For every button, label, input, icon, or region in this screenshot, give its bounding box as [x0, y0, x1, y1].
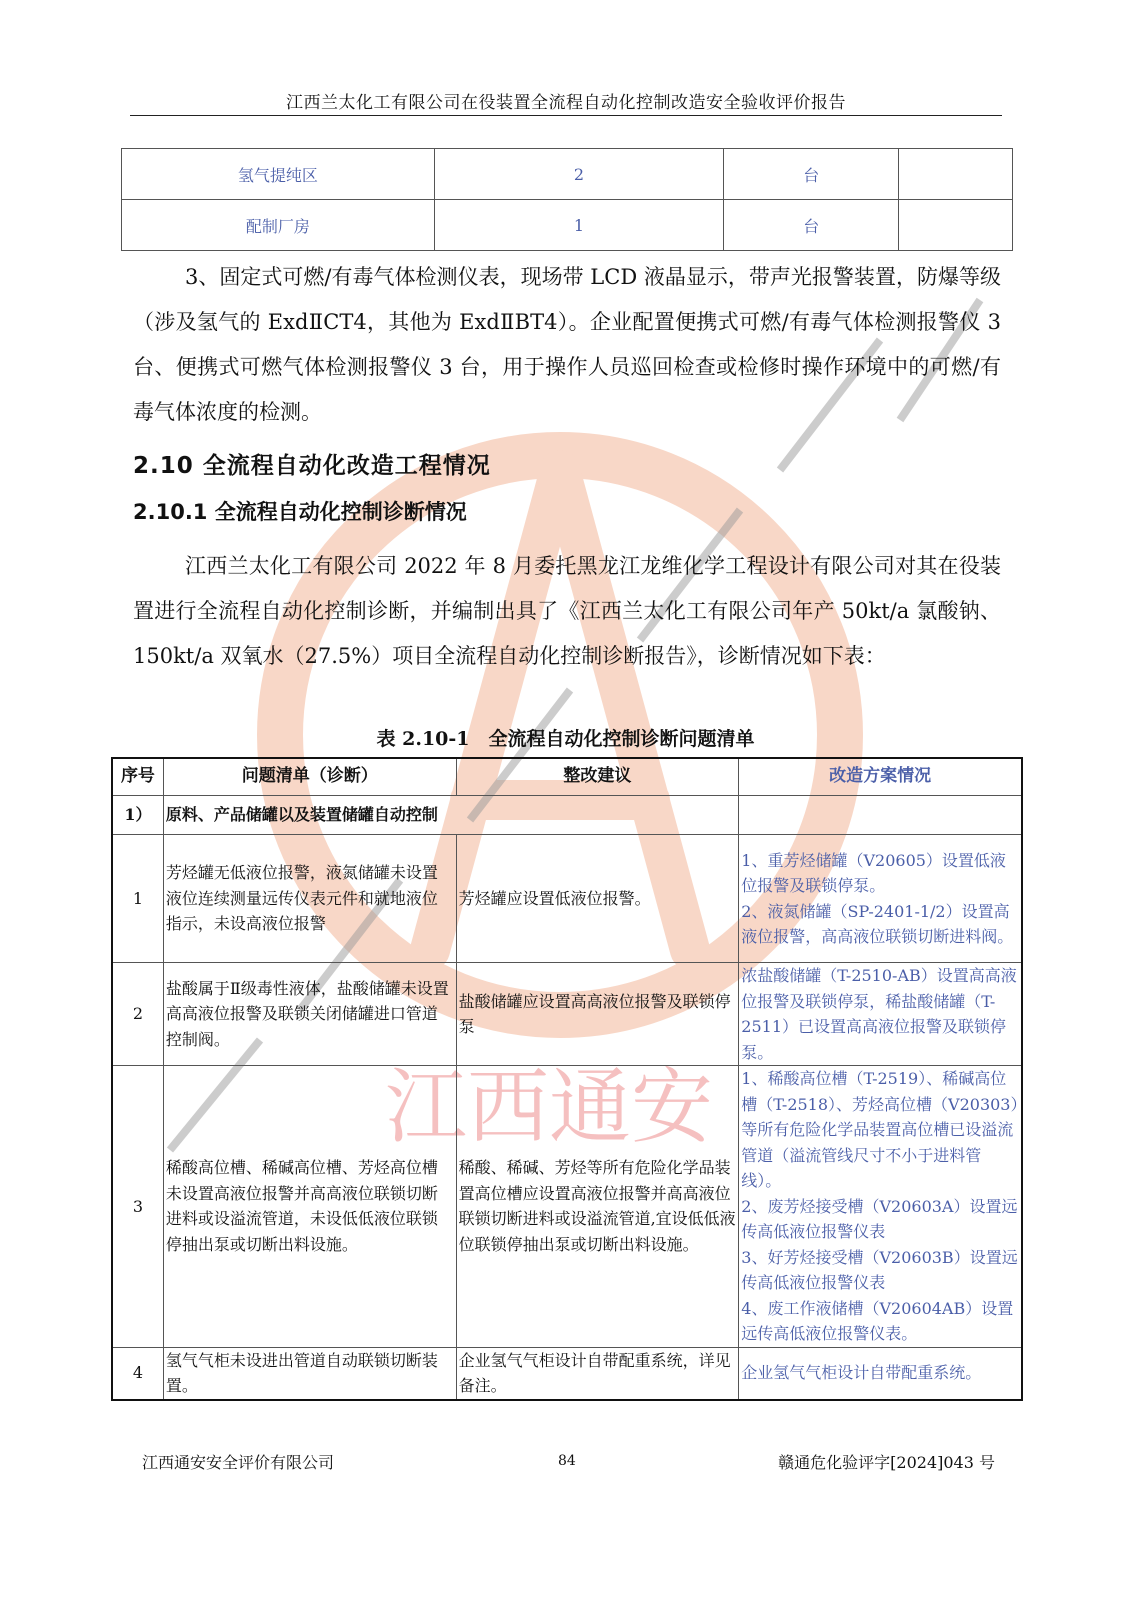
unit-cell: 台	[724, 200, 899, 251]
table-row	[122, 149, 1013, 200]
row-plan: 1、稀酸高位槽（T-2519）、稀碱高位槽（T-2518）、芳烃高位槽（V20303）等所有危险化学品装置高位槽已设溢流管道（溢流管线尺寸不小于进料管线）。 2、废芳烃接受槽（V20603A）设置远传高低液位报警仪表 3、好芳烃接受槽（V20603B）设置远传高低液位报警仪表 4、废工作液储槽（V20604AB）设置远传高低液位报警仪表。	[739, 1066, 1022, 1348]
area-cell: 氢气提纯区	[122, 149, 435, 200]
table-row	[112, 1347, 1022, 1400]
row-no: 3	[112, 1066, 163, 1348]
row-plan: 浓盐酸储罐（T-2510-AB）设置高高液位报警及联锁停泵，稀盐酸储罐（T-2511）已设置高高液位报警及联锁停泵。	[739, 963, 1022, 1066]
section-empty	[739, 796, 1022, 835]
section-title: 原料、产品储罐以及装置储罐自动控制	[163, 796, 738, 835]
area-cell: 配制厂房	[122, 200, 435, 251]
row-no: 4	[112, 1347, 163, 1400]
unit-cell: 台	[724, 149, 899, 200]
section-no: 1）	[112, 796, 163, 835]
table-row	[112, 1066, 1022, 1348]
row-issue: 氢气气柜未设进出管道自动联锁切断装置。	[163, 1347, 456, 1400]
header-issue: 问题清单（诊断）	[163, 758, 456, 796]
row-suggestion: 芳烃罐应设置低液位报警。	[456, 835, 739, 963]
table-section-row	[112, 796, 1022, 835]
row-plan: 1、重芳烃储罐（V20605）设置低液位报警及联锁停泵。 2、液氮储罐（SP-2401-1/2）设置高液位报警，高高液位联锁切断进料阀。	[739, 835, 1022, 963]
page-number: 84	[558, 1453, 576, 1469]
header-no: 序号	[112, 758, 163, 796]
document-number: 赣通危化验评字[2024]043 号	[778, 1453, 995, 1472]
header-plan: 改造方案情况	[739, 758, 1022, 796]
row-issue: 稀酸高位槽、稀碱高位槽、芳烃高位槽未设置高液位报警并高高液位联锁切断进料或设溢流管道，未设低低液位联锁停抽出泵或切断出料设施。	[163, 1066, 456, 1348]
subsection-heading: 2.10.1 全流程自动化控制诊断情况	[133, 500, 467, 524]
table-caption: 表 2.10-1 全流程自动化控制诊断问题清单	[376, 728, 755, 750]
row-issue: 芳烃罐无低液位报警，液氮储罐未设置液位连续测量远传仪表元件和就地液位指示，未设高液位报警	[163, 835, 456, 963]
table-header-row	[112, 758, 1022, 796]
count-cell: 2	[434, 149, 724, 200]
paragraph-gas-detectors: 3、固定式可燃/有毒气体检测仪表，现场带 LCD 液晶显示，带声光报警装置，防爆等级（涉及氢气的 ExdⅡCT4，其他为 ExdⅡBT4）。企业配置便携式可燃/有毒气体检测报警仪 3 台、便携式可燃气体检测报警仪 3 台，用于操作人员巡回检查或检修时操作环境中的可燃/有毒气体浓度的检测。	[133, 265, 1001, 424]
paragraph-diagnosis: 江西兰太化工有限公司 2022 年 8 月委托黑龙江龙维化学工程设计有限公司对其在役装置进行全流程自动化控制诊断，并编制出具了《江西兰太化工有限公司年产 50kt/a 氯酸钠、150kt/a 双氧水（27.5%）项目全流程自动化控制诊断报告》，诊断情况如下表：	[133, 554, 1002, 668]
row-suggestion: 稀酸、稀碱、芳烃等所有危险化学品装置高位槽应设置高液位报警并高高液位联锁切断进料或设溢流管道,宜设低低液位联锁停抽出泵或切断出料设施。	[456, 1066, 739, 1348]
section-heading: 2.10 全流程自动化改造工程情况	[133, 453, 491, 479]
row-issue: 盐酸属于Ⅱ级毒性液体，盐酸储罐未设置高高液位报警及联锁关闭储罐进口管道控制阀。	[163, 963, 456, 1066]
note-cell	[899, 149, 1013, 200]
table-row	[112, 963, 1022, 1066]
row-suggestion: 盐酸储罐应设置高高液位报警及联锁停泵	[456, 963, 739, 1066]
page-header: 江西兰太化工有限公司在役装置全流程自动化控制改造安全验收评价报告	[286, 93, 846, 113]
table-row	[122, 200, 1013, 251]
row-plan: 企业氢气气柜设计自带配重系统。	[739, 1347, 1022, 1400]
equipment-table	[121, 148, 1013, 251]
diagnosis-table	[111, 757, 1023, 1401]
row-no: 1	[112, 835, 163, 963]
table-row	[112, 835, 1022, 963]
header-divider	[130, 115, 1002, 116]
header-suggestion: 整改建议	[456, 758, 739, 796]
row-suggestion: 企业氢气气柜设计自带配重系统，详见备注。	[456, 1347, 739, 1400]
row-no: 2	[112, 963, 163, 1066]
footer-company: 江西通安安全评价有限公司	[142, 1453, 335, 1472]
count-cell: 1	[434, 200, 724, 251]
note-cell	[899, 200, 1013, 251]
watermark-text: 江西通安	[385, 1060, 714, 1155]
